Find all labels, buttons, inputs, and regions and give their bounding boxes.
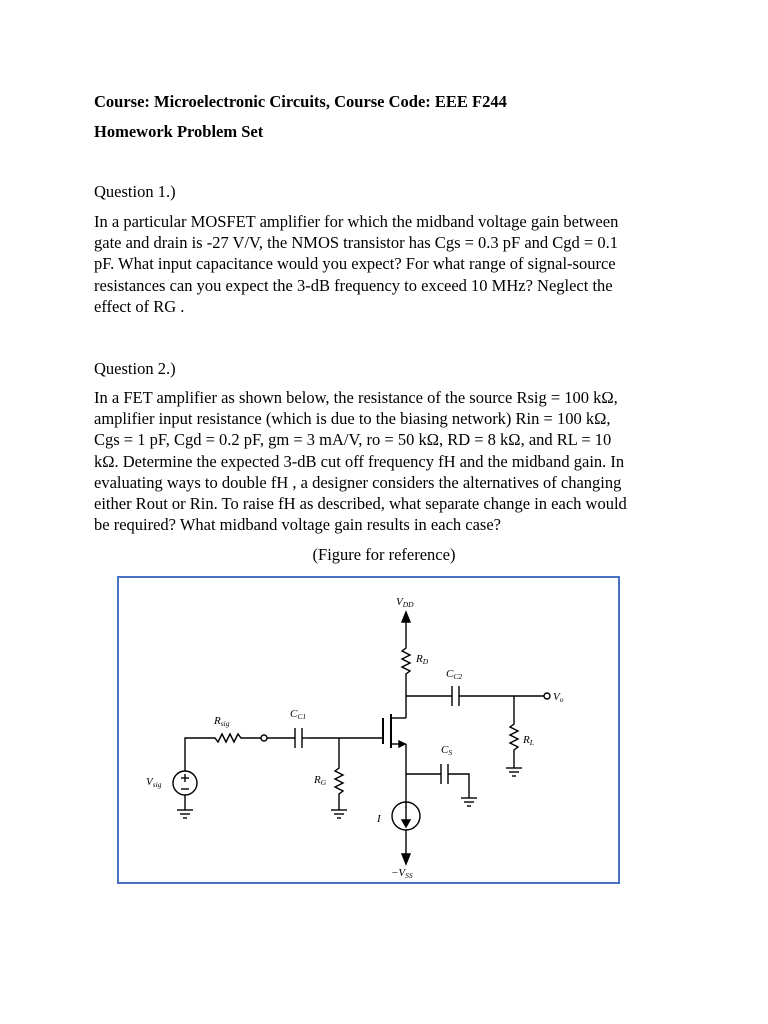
rl-ground: [506, 768, 522, 776]
cs-ground-wire: [448, 774, 469, 798]
input-terminal: [261, 735, 267, 741]
q2-line: be required? What midband voltage gain results in each case?: [94, 515, 501, 535]
q1-line: gate and drain is -27 V/V, the NMOS transistor has Cgs = 0.3 pF and Cgd = 0.1: [94, 233, 618, 253]
circuit-diagram: [119, 578, 622, 886]
q2-line: amplifier input resistance (which is due to the biasing network) Rin = 100 kΩ,: [94, 409, 611, 429]
circuit-figure: [117, 576, 620, 884]
rd-resistor: [402, 640, 410, 718]
current-source-label: I: [377, 813, 381, 825]
cs-label: CS: [441, 744, 453, 757]
cc1-label: CC1: [290, 708, 307, 721]
q2-line: kΩ. Determine the expected 3-dB cut off frequency fH and the midband gain. In: [94, 451, 625, 471]
q1-line: effect of RG .: [94, 296, 185, 316]
problem-set-title: Homework Problem Set: [94, 122, 264, 141]
rl-label: RL: [523, 734, 534, 747]
question-2-text: [94, 387, 684, 535]
rg-ground: [331, 810, 347, 818]
q1-line: pF. What input capacitance would you expect? For what range of signal-source: [94, 254, 616, 274]
q1-line: resistances can you expect the 3-dB frequency to exceed 10 MHz? Neglect the: [94, 275, 613, 295]
rd-label: RD: [416, 653, 429, 666]
question-2-heading: Question 2.): [94, 359, 176, 378]
q2-line: Cgs = 1 pF, Cgd = 0.2 pF, gm = 3 mA/V, ro = 50 kΩ, RD = 8 kΩ, and RL = 10: [94, 430, 612, 450]
rsig-resistor: [185, 734, 261, 771]
rg-resistor: [335, 738, 343, 810]
q2-line: evaluating ways to double fH , a designer considers the alternatives of changing: [94, 472, 622, 492]
q1-line: In a particular MOSFET amplifier for which the midband voltage gain between: [94, 212, 619, 231]
current-source-arrowhead: [402, 820, 410, 827]
vdd-label: VDD: [396, 596, 414, 609]
course-title: Course: Microelectronic Circuits, Course Code: EEE F244: [94, 92, 507, 111]
rsig-label: Rsig: [214, 715, 230, 728]
vo-terminal: [544, 693, 550, 699]
rg-label: RG: [314, 774, 327, 787]
q2-line: either Rout or Rin. To raise fH as described, what separate change in each would: [94, 494, 627, 514]
vsig-ground: [177, 810, 193, 818]
mosfet-arrow: [399, 741, 405, 747]
vsig-label: Vsig: [146, 776, 162, 789]
figure-caption: (Figure for reference): [312, 545, 456, 564]
q2-line: In a FET amplifier as shown below, the resistance of the source Rsig = 100 kΩ,: [94, 388, 618, 407]
vo-label: Vo: [553, 691, 564, 704]
vdd-arrow: [402, 612, 410, 622]
vss-label: −VSS: [391, 867, 413, 880]
rl-resistor: [510, 696, 518, 768]
vss-arrow: [402, 854, 410, 864]
cc2-label: CC2: [446, 668, 463, 681]
question-1-text: [94, 211, 684, 317]
question-1-heading: Question 1.): [94, 182, 176, 201]
cs-ground: [461, 798, 477, 806]
